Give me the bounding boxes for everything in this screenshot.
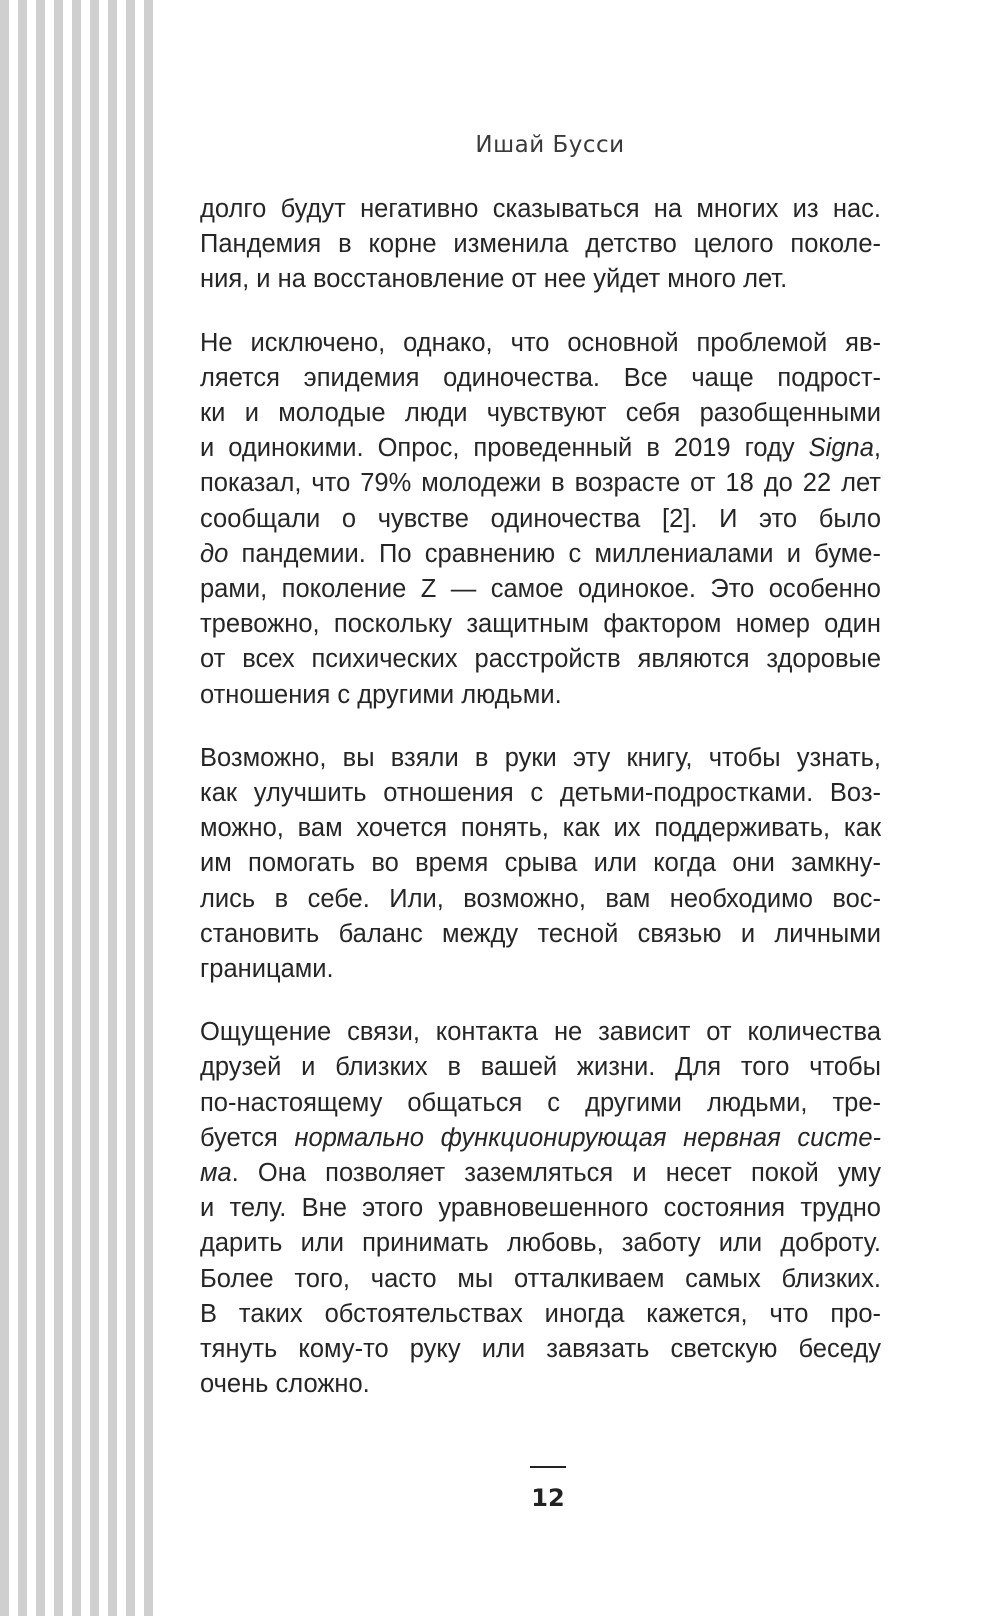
text-line: тянуть кому-то руку или завязать светскую беседу — [200, 1335, 881, 1364]
paragraph — [200, 192, 881, 298]
text-line: до пандемии. По сравнению с миллениалами и буме- — [200, 539, 881, 568]
text-line: Возможно, вы взяли в руки эту книгу, чтобы узнать, — [200, 743, 881, 772]
text-line: ляется эпидемия одиночества. Все чаще подрост- — [200, 363, 881, 392]
text-line: лись в себе. Или, возможно, вам необходимо вос- — [200, 884, 881, 913]
text-line: и телу. Вне этого уравновешенного состояния трудно — [200, 1194, 881, 1223]
text-line: по-настоящему общаться с другими людьми, тре- — [200, 1088, 881, 1117]
text-line: тревожно, поскольку защитным фактором номер один — [200, 610, 881, 639]
text-line: им помогать во время срыва или когда они замкну- — [200, 849, 881, 878]
text-line: можно, вам хочется понять, как их поддерживать, как — [200, 814, 881, 843]
text-line: границами. — [200, 955, 334, 984]
text-line: показал, что 79% молодежи в возрасте от 18 до 22 лет — [200, 469, 881, 498]
text-line: рами, поколение Z — самое одинокое. Это особенно — [200, 575, 881, 604]
text-line: ма. Она позволяет заземляться и несет покой уму — [200, 1159, 881, 1188]
running-head: Ишай Бусси — [475, 132, 625, 158]
text-line: Ощущение связи, контакта не зависит от количества — [200, 1018, 881, 1047]
text-line: ния, и на восстановление от нее уйдет много лет. — [200, 265, 788, 294]
text-line: В таких обстоятельствах иногда кажется, что про- — [200, 1299, 881, 1328]
body-text — [200, 192, 881, 1431]
text-line: Более того, часто мы отталкиваем самых близких. — [200, 1264, 881, 1293]
text-line: дарить или принимать любовь, заботу или доброту. — [200, 1229, 881, 1258]
page-number: 12 — [531, 1484, 565, 1512]
text-line: друзей и близких в вашей жизни. Для того чтобы — [200, 1053, 881, 1082]
paragraph — [200, 741, 881, 987]
text-line: становить баланс между тесной связью и личными — [200, 919, 881, 948]
text-line: ки и молодые люди чувствуют себя разобщенными — [200, 399, 881, 428]
text-line: сообщали о чувстве одиночества [2]. И это было — [200, 504, 881, 533]
paragraph — [200, 1015, 881, 1402]
text-line: и одинокими. Опрос, проведенный в 2019 году Signa, — [200, 434, 881, 463]
text-line: отношения с другими людьми. — [200, 680, 562, 709]
decorative-stripes — [0, 0, 160, 1616]
text-line: от всех психических расстройств являются здоровые — [200, 645, 881, 674]
text-line: очень сложно. — [200, 1370, 370, 1399]
text-line: Не исключено, однако, что основной проблемой яв- — [200, 328, 881, 357]
text-line: буется нормально функционирующая нервная систе- — [200, 1123, 881, 1152]
paragraph — [200, 326, 881, 713]
text-line: как улучшить отношения с детьми-подростками. Воз- — [200, 779, 881, 808]
text-line: долго будут негативно сказываться на многих из нас. — [200, 195, 881, 223]
text-line: Пандемия в корне изменила детство целого поколе- — [200, 230, 881, 259]
page-number-rule — [530, 1466, 566, 1468]
